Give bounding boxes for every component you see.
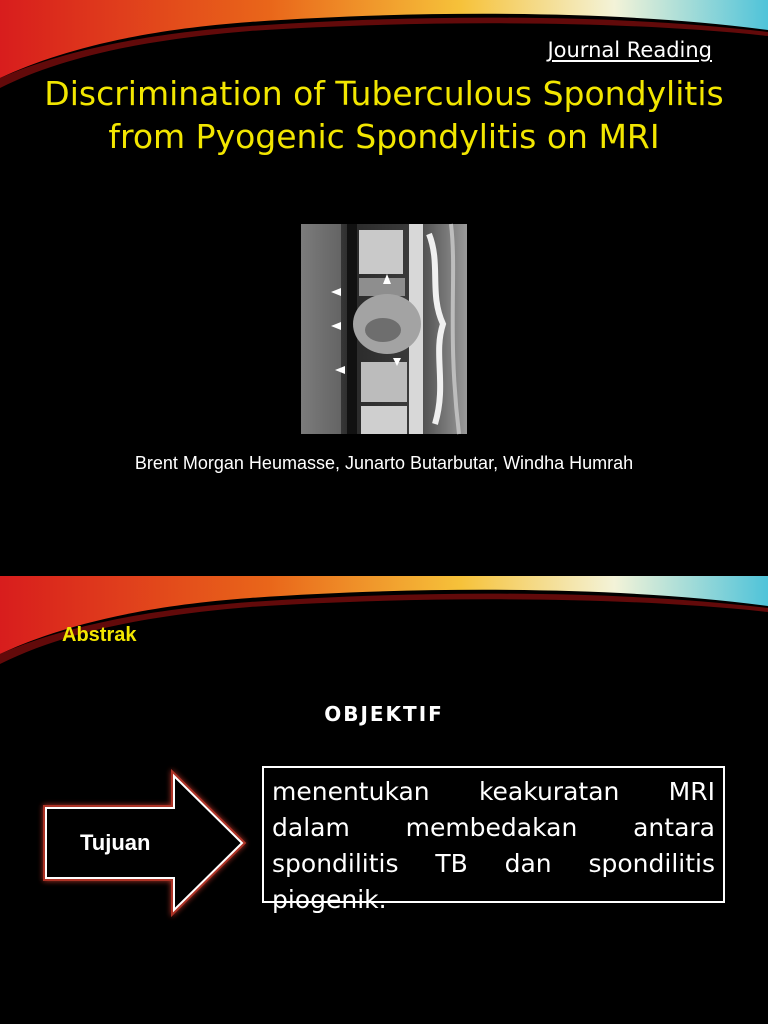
journal-reading-label: Journal Reading [547,38,712,62]
slide-gap [0,500,768,576]
abstract-slide [0,576,768,1024]
objective-textbox: menentukan keakuratan MRI dalam membedakan antara spondilitis TB dan spondilitis piogenik. [262,766,725,903]
arrow-label: Tujuan [80,830,151,855]
slide-title: Discrimination of Tuberculous Spondylitis from Pyogenic Spondylitis on MRI [44,74,724,156]
decorative-swoosh [0,576,768,666]
section-label: Abstrak [62,624,137,646]
objective-heading: OBJEKTIF [324,702,444,726]
title-slide [0,0,768,500]
mri-spine-image [301,224,467,434]
authors: Brent Morgan Heumasse, Junarto Butarbutar, Windha Humrah [134,453,634,473]
